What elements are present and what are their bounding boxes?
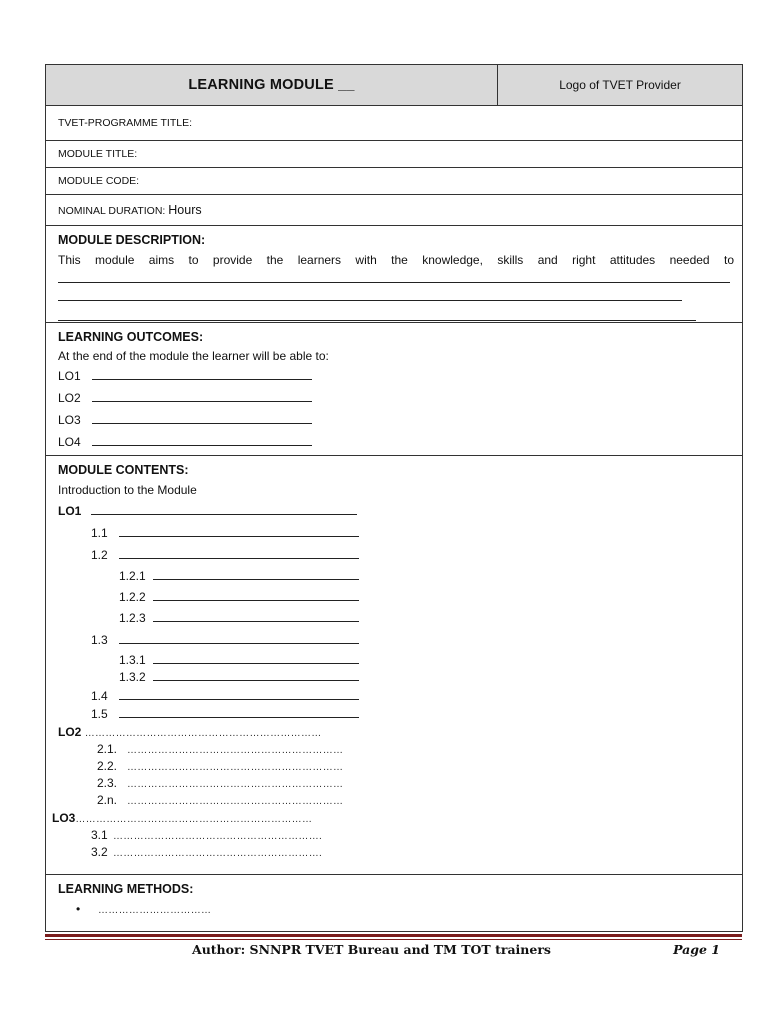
nominal-duration-value: Hours <box>168 203 202 217</box>
lo1-blank <box>91 502 357 515</box>
content-item <box>46 844 742 861</box>
content-item <box>46 522 742 544</box>
nominal-duration-field <box>46 195 743 226</box>
item-number: 1.4 <box>91 689 108 703</box>
description-blank-line <box>58 285 682 301</box>
item-number: 2.1. <box>97 742 118 756</box>
item-number: 1.1 <box>91 526 108 540</box>
content-item <box>46 775 742 792</box>
bullet: • <box>76 902 81 916</box>
outcome-line <box>58 409 742 431</box>
content-item <box>46 758 742 775</box>
learning-outcomes-intro: At the end of the module the learner will be able to: <box>58 349 329 363</box>
lo3-label: LO3 <box>52 811 76 825</box>
lo1-label: LO1 <box>58 504 82 518</box>
module-description-section <box>46 226 743 323</box>
item-blank <box>119 631 359 644</box>
item-blank <box>119 705 359 718</box>
content-item <box>46 705 742 723</box>
content-subitem <box>46 651 742 668</box>
outcome-line <box>58 365 742 387</box>
outcome-blank <box>92 409 312 424</box>
content-item <box>46 687 742 705</box>
lo2-leader: …………………………………………………………… <box>84 728 322 739</box>
outcome-label: LO1 <box>58 369 81 383</box>
item-leader: ……………………………………………………… <box>127 796 344 807</box>
item-number: 1.3.2 <box>119 670 146 684</box>
item-leader: ……………………………………………………… <box>127 745 344 756</box>
content-item <box>46 629 742 651</box>
learning-methods-heading: LEARNING METHODS: <box>58 882 194 896</box>
description-blank-line <box>58 305 696 321</box>
item-number: 3.2 <box>91 845 108 859</box>
content-item <box>46 792 742 809</box>
module-description-heading: MODULE DESCRIPTION: <box>58 233 206 247</box>
module-contents-heading: MODULE CONTENTS: <box>58 463 189 477</box>
item-number: 2.2. <box>97 759 118 773</box>
content-subitem <box>46 668 742 687</box>
learning-outcomes-heading: LEARNING OUTCOMES: <box>58 330 204 344</box>
footer-rule <box>45 934 742 937</box>
item-number: 2.n. <box>97 793 118 807</box>
item-leader: ……………………………………………………. <box>113 848 323 859</box>
item-blank <box>153 588 359 601</box>
outcome-line <box>58 387 742 409</box>
outcome-label: LO3 <box>58 413 81 427</box>
content-item <box>46 544 742 566</box>
footer-author: Author: SNNPR TVET Bureau and TM TOT trainers <box>192 942 551 957</box>
item-number: 1.3.1 <box>119 653 146 667</box>
logo-placeholder: Logo of TVET Provider <box>498 65 743 106</box>
content-item <box>46 741 742 758</box>
item-leader: ……………………………………………………. <box>113 831 323 842</box>
learning-methods-item <box>58 899 742 921</box>
module-contents-section <box>46 456 743 875</box>
learning-methods-section <box>46 875 743 932</box>
item-blank <box>119 546 359 559</box>
item-blank <box>153 609 359 622</box>
module-code-field <box>46 168 743 195</box>
content-item <box>46 827 742 844</box>
outcome-blank <box>92 387 312 402</box>
page-footer <box>45 942 742 960</box>
footer-page-number: Page 1 <box>673 942 720 957</box>
item-number: 1.2.1 <box>119 569 146 583</box>
item-number: 1.2.3 <box>119 611 146 625</box>
item-leader: ……………………………………………………… <box>127 779 344 790</box>
module-title-label: MODULE TITLE: <box>58 148 138 160</box>
lo3-row <box>46 809 742 827</box>
outcome-blank <box>92 365 312 380</box>
module-title-header: LEARNING MODULE __ <box>46 65 498 106</box>
outcome-blank <box>92 431 312 446</box>
item-blank <box>119 687 359 700</box>
outcome-label: LO4 <box>58 435 81 449</box>
module-description-text: This module aims to provide the learners with the knowledge, skills and right attitudes needed to <box>58 253 734 267</box>
item-number: 1.2 <box>91 548 108 562</box>
method-leader: …………………………… <box>98 905 212 916</box>
programme-title-label: TVET-PROGRAMME TITLE: <box>58 117 192 129</box>
item-blank <box>153 651 359 664</box>
learning-outcomes-section <box>46 323 743 456</box>
footer-rule-thin <box>45 939 742 940</box>
outcome-label: LO2 <box>58 391 81 405</box>
item-number: 1.2.2 <box>119 590 146 604</box>
lo1-row <box>46 500 742 522</box>
item-number: 2.3. <box>97 776 118 790</box>
content-subitem <box>46 608 742 629</box>
module-title-field <box>46 141 743 168</box>
programme-title-field <box>46 106 743 141</box>
item-number: 1.5 <box>91 707 108 721</box>
item-number: 3.1 <box>91 828 108 842</box>
item-blank <box>153 567 359 580</box>
module-code-label: MODULE CODE: <box>58 175 140 187</box>
nominal-duration-label: NOMINAL DURATION: <box>58 205 166 217</box>
item-leader: ……………………………………………………… <box>127 762 344 773</box>
item-blank <box>153 668 359 681</box>
outcome-line <box>58 431 742 453</box>
lo2-label: LO2 <box>58 725 82 739</box>
lo2-row <box>46 723 742 741</box>
module-contents-intro: Introduction to the Module <box>58 483 197 497</box>
content-subitem <box>46 566 742 587</box>
item-blank <box>119 524 359 537</box>
content-subitem <box>46 587 742 608</box>
lo3-leader: …………………………………………………………… <box>75 814 313 825</box>
item-number: 1.3 <box>91 633 108 647</box>
learning-module-form <box>45 64 742 934</box>
